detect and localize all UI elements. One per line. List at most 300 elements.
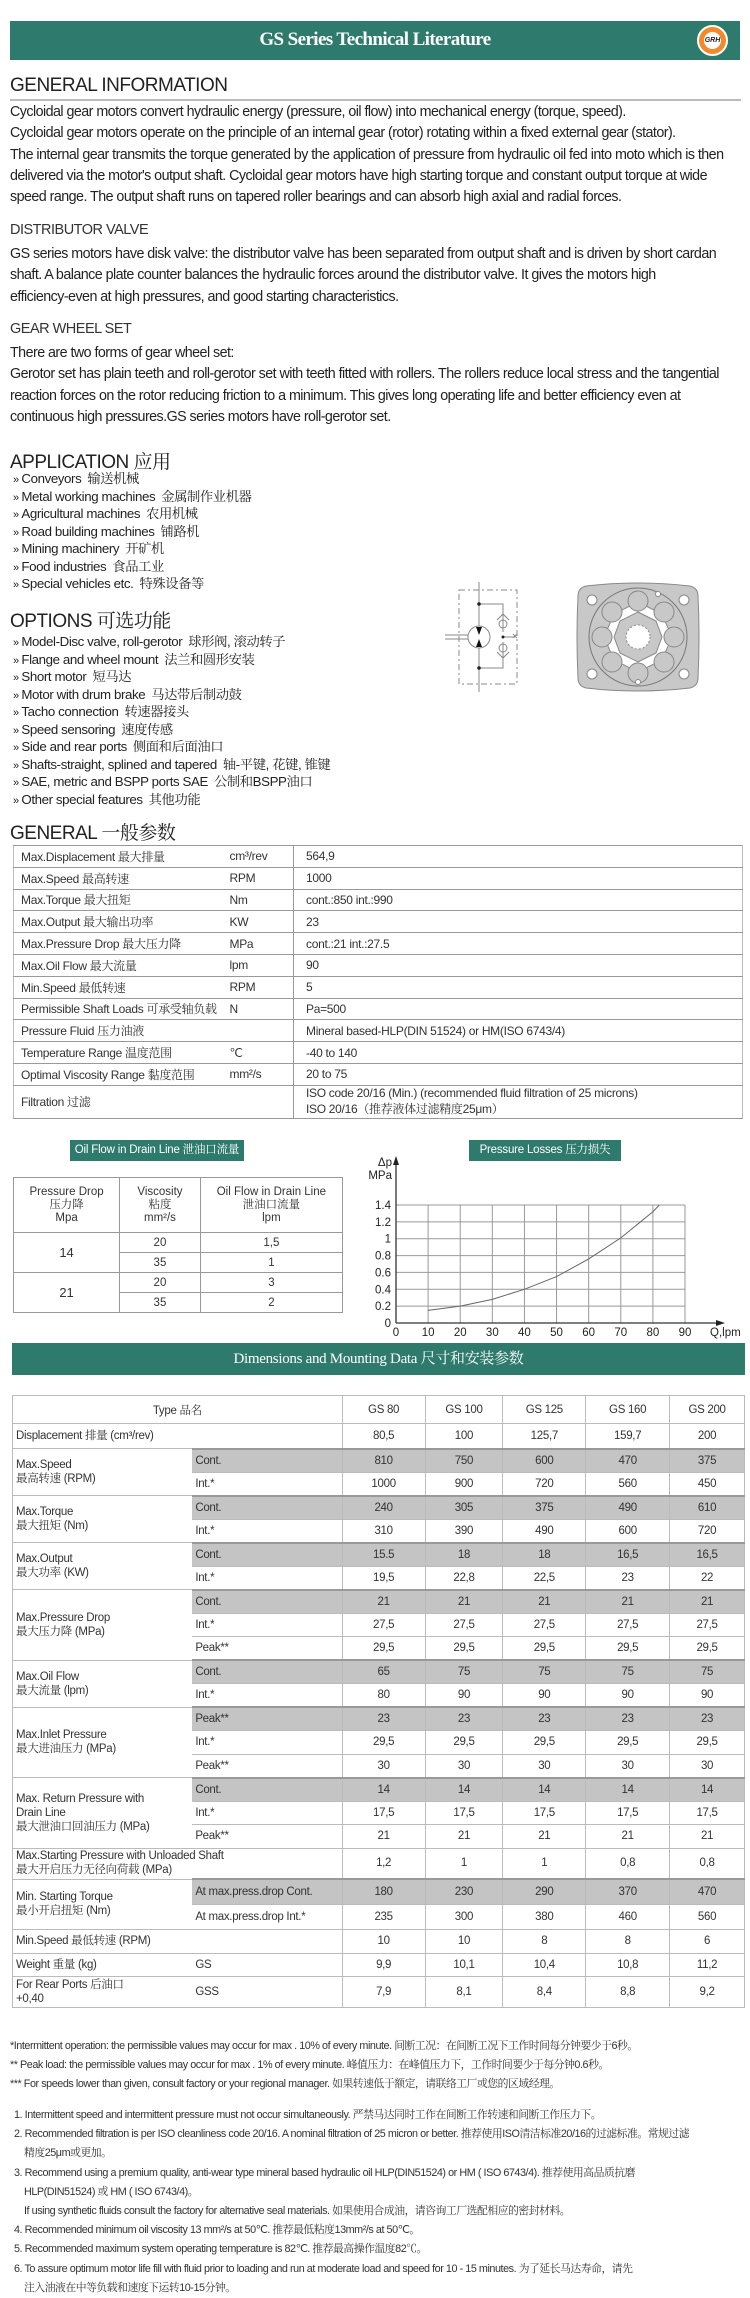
label-line: +0,40	[16, 1992, 192, 2006]
value-cell: 29,5	[670, 1637, 745, 1661]
value-cell: 27,5	[342, 1613, 425, 1637]
item-label-zh: 食品工业	[112, 559, 164, 574]
options-list	[13, 634, 330, 809]
table-row	[13, 1660, 745, 1684]
label-line: 最大进油压力 (MPa)	[16, 1742, 192, 1756]
item-label-en: Short motor	[21, 669, 86, 684]
options-item	[13, 739, 330, 757]
sub-label: Int.*	[192, 1472, 342, 1496]
value-cell: 370	[586, 1879, 670, 1904]
sub-label: Cont.	[192, 1543, 342, 1567]
item-label-en: Flange and wheel mount	[21, 652, 158, 667]
param-value	[294, 933, 743, 955]
type-header: Type 品名	[13, 1396, 343, 1424]
text-line: efficiency-even at high pressures, and good starting characteristics.	[10, 287, 745, 308]
value-cell: 30	[670, 1754, 745, 1778]
param-value	[294, 1042, 743, 1064]
row-label	[13, 1449, 193, 1496]
value-cell: 0,8	[670, 1848, 745, 1879]
item-label-zh: 其他功能	[149, 792, 201, 807]
table-row	[14, 1042, 743, 1064]
value-cell: 65	[342, 1660, 425, 1684]
value-cell: 23	[503, 1707, 586, 1731]
item-label-en: Tacho connection	[21, 704, 118, 719]
param-unit: N	[230, 998, 294, 1020]
label-line: Max.Torque	[16, 1505, 192, 1519]
table-row	[14, 976, 743, 998]
item-label-en: Shafts-straight, splined and tapered	[21, 757, 217, 772]
general-info-heading: GENERAL INFORMATION	[10, 75, 227, 97]
label-line: 最大功率 (KW)	[16, 1566, 192, 1580]
value-cell: 29,5	[342, 1637, 425, 1661]
logo-text: GRH	[704, 32, 721, 49]
value-cell: 310	[342, 1519, 425, 1543]
application-item	[13, 471, 252, 489]
pressure-loss-curve	[428, 1205, 659, 1310]
param-unit: mm²/s	[230, 1063, 294, 1085]
item-label-zh: 输送机械	[87, 471, 139, 486]
value-cell: 14	[425, 1778, 503, 1802]
value-cell: 23	[586, 1566, 670, 1590]
value-cell: 14	[342, 1778, 425, 1802]
text-line: There are two forms of gear wheel set:	[10, 343, 745, 364]
value-cell: 29,5	[670, 1731, 745, 1755]
value-cell: 29,5	[586, 1731, 670, 1755]
param-unit: RPM	[230, 867, 294, 889]
param-label: Min.Speed 最低转速	[14, 976, 230, 998]
y-tick-label: 1.2	[375, 1217, 391, 1229]
x-tick-label: 50	[550, 1327, 563, 1339]
param-label: Max.Output 最大输出功率	[14, 911, 230, 933]
value-cell: 18	[425, 1543, 503, 1567]
text-line: Gerotor set has plain teeth and roll-gerotor set with teeth fitted with rollers. The rollers reduce local stress and the tangential	[10, 364, 745, 385]
value-cell: 450	[670, 1472, 745, 1496]
param-value	[294, 846, 743, 868]
text-line: continuous high pressures.GS series motors have roll-gerotor set.	[10, 407, 745, 428]
value-cell: 490	[586, 1496, 670, 1520]
note: If using synthetic fluids consult the factory for alternative seal materials. 如果使用合成油，请咨询工厂选配相应的密封材料。	[14, 2202, 744, 2221]
value-cell: 23	[342, 1707, 425, 1731]
value-cell: 10	[425, 1929, 503, 1953]
header-bar	[10, 21, 740, 60]
value-cell: 305	[425, 1496, 503, 1520]
table-row	[14, 1063, 743, 1085]
value-cell: 23	[425, 1707, 503, 1731]
general-params-table	[13, 845, 743, 1119]
header-line: mm²/s	[120, 1212, 200, 1225]
item-label-zh: 轴-平键, 花键, 锥键	[223, 757, 330, 772]
param-unit: Nm	[230, 889, 294, 911]
param-label: Pressure Fluid 压力油液	[14, 1020, 230, 1042]
section-divider	[10, 99, 741, 101]
sub-label: Cont.	[192, 1449, 342, 1473]
value-cell: 23	[586, 1707, 670, 1731]
table-row	[13, 1590, 745, 1614]
viscosity-cell: 35	[120, 1253, 201, 1273]
value-cell: 240	[342, 1496, 425, 1520]
table-row	[14, 954, 743, 976]
header-line: Pressure Drop	[14, 1186, 119, 1199]
sub-label: Peak**	[192, 1754, 342, 1778]
text-line: speed range. The output shaft runs on tapered roller bearings and can absorb high axial and radial forces.	[10, 187, 745, 208]
application-item	[13, 506, 252, 524]
dimensions-title-bar: Dimensions and Mounting Data 尺寸和安装参数	[12, 1343, 745, 1375]
header-line: 粘度	[120, 1199, 200, 1212]
value-cell: 29,5	[425, 1731, 503, 1755]
item-label-zh: 球形阀, 滚动转子	[188, 634, 285, 649]
item-label-zh: 法兰和圆形安装	[164, 652, 254, 667]
param-unit	[230, 1020, 294, 1042]
column-header	[14, 1178, 120, 1233]
param-label: Max.Oil Flow 最大流量	[14, 954, 230, 976]
sub-label: Cont.	[192, 1590, 342, 1614]
table-row	[14, 911, 743, 933]
viscosity-cell: 20	[120, 1273, 201, 1293]
page-title: GS Series Technical Literature	[10, 29, 740, 51]
value-cell: 21	[670, 1825, 745, 1849]
options-item	[13, 687, 330, 705]
param-unit: lpm	[230, 954, 294, 976]
value-cell: 16,5	[586, 1543, 670, 1567]
value-cell: 17,5	[670, 1801, 745, 1825]
value-cell: 75	[503, 1660, 586, 1684]
item-label-en: SAE, metric and BSPP ports SAE	[21, 774, 208, 789]
note: 3. Recommend using a premium quality, anti-wear type mineral based hydraulic oil HLP(DIN51524) or HM ( ISO 6743/4). 推荐使用高品质抗磨	[14, 2164, 744, 2183]
value-cell: 750	[425, 1449, 503, 1473]
value-cell: 30	[586, 1754, 670, 1778]
flow-cell: 1,5	[200, 1233, 342, 1253]
x-tick-label: 40	[518, 1327, 531, 1339]
sub-label: GSS	[192, 1977, 342, 2008]
value-cell: 560	[670, 1904, 745, 1929]
label-line: 最大泄油口回油压力 (MPa)	[16, 1820, 192, 1834]
x-tick-label: 90	[679, 1327, 692, 1339]
model-header: GS 160	[586, 1396, 670, 1424]
value-cell: 10	[342, 1929, 425, 1953]
distributor-valve-text	[10, 244, 745, 308]
value-cell: 27,5	[425, 1613, 503, 1637]
sub-label: Peak**	[192, 1637, 342, 1661]
item-label-zh: 农用机械	[146, 506, 198, 521]
header-line: Viscosity	[120, 1186, 200, 1199]
value-cell: 17,5	[425, 1801, 503, 1825]
value-cell: 159,7	[586, 1424, 670, 1449]
value-cell: 460	[586, 1904, 670, 1929]
flow-cell: 3	[200, 1273, 342, 1293]
value-cell: 8	[503, 1929, 586, 1953]
model-header: GS 80	[342, 1396, 425, 1424]
gear-wheel-set-text	[10, 343, 745, 428]
value-cell: 17,5	[586, 1801, 670, 1825]
value-cell: 9,2	[670, 1977, 745, 2008]
table-row	[13, 1424, 745, 1449]
item-label-zh: 速度传感	[121, 722, 173, 737]
application-item	[13, 541, 252, 559]
value-cell: 29,5	[425, 1637, 503, 1661]
row-label: Displacement 排量 (cm³/rev)	[13, 1424, 343, 1449]
table-row	[14, 933, 743, 955]
table-row	[13, 1778, 745, 1802]
hydraulic-motor-symbol-icon	[445, 582, 525, 692]
row-label	[13, 1977, 193, 2008]
text-line: Cycloidal gear motors operate on the principle of an internal gear (rotor) rotating within a fixed external gear (stator).	[10, 123, 745, 144]
value-text: 5	[306, 980, 735, 994]
value-cell: 27,5	[670, 1613, 745, 1637]
param-label: Max.Pressure Drop 最大压力降	[14, 933, 230, 955]
table-row	[14, 1020, 743, 1042]
header-line: Mpa	[14, 1212, 119, 1225]
label-line: Max. Return Pressure with	[16, 1792, 192, 1806]
model-header: GS 100	[425, 1396, 503, 1424]
value-text: -40 to 140	[306, 1046, 735, 1060]
value-text: 23	[306, 915, 735, 929]
note: 6. To assure optimum motor life fill with fluid prior to loading and run at moderate load and speed for 10 - 15 minutes. 为了延长马达寿命，请先	[14, 2260, 744, 2279]
sub-label: At max.press.drop Cont.	[192, 1879, 342, 1904]
value-cell: 30	[342, 1754, 425, 1778]
pressure-losses-chart	[355, 1155, 750, 1330]
table-row	[14, 998, 743, 1020]
value-cell: 8,4	[503, 1977, 586, 2008]
options-item	[13, 704, 330, 722]
item-label-zh: 开矿机	[125, 541, 164, 556]
item-label-zh: 公制和BSPP油口	[214, 774, 312, 789]
value-cell: 27,5	[503, 1613, 586, 1637]
row-label	[13, 1879, 193, 1929]
value-cell: 9,9	[342, 1953, 425, 1977]
item-label-en: Motor with drum brake	[21, 687, 145, 702]
footnote: ** Peak load: the permissible values may occur for max . 1% of every minute. 峰值压力：在峰值压力下，工作时间要少于每分钟0.6秒。	[10, 2058, 609, 2072]
y-tick-label: 0.4	[375, 1284, 392, 1296]
param-label: Filtration 过滤	[14, 1085, 230, 1118]
y-tick-label: 0.8	[375, 1251, 391, 1263]
item-label-en: Food industries	[21, 559, 106, 574]
value-cell: 16,5	[670, 1543, 745, 1567]
table-row	[14, 1273, 343, 1293]
value-cell: 14	[503, 1778, 586, 1802]
param-unit: RPM	[230, 976, 294, 998]
x-tick-label: 0	[393, 1327, 399, 1339]
label-line: Min. Starting Torque	[16, 1890, 192, 1904]
value-cell: 22,5	[503, 1566, 586, 1590]
table-row	[13, 1496, 745, 1520]
general-info-text	[10, 102, 745, 208]
x-tick-label: 10	[422, 1327, 435, 1339]
value-cell: 1	[503, 1848, 586, 1879]
viscosity-cell: 35	[120, 1293, 201, 1313]
label-line: Drain Line	[16, 1806, 192, 1820]
param-value	[294, 911, 743, 933]
item-label-zh: 转速器接头	[124, 704, 188, 719]
text-line: The internal gear transmits the torque generated by the application of pressure from hydraulic oil fed into moto which is then	[10, 145, 745, 166]
table-row	[13, 1929, 745, 1953]
item-label-zh: 铺路机	[161, 524, 200, 539]
value-cell: 23	[670, 1707, 745, 1731]
gerotor-plate-icon	[576, 580, 700, 694]
sub-label: Int.*	[192, 1801, 342, 1825]
value-cell: 230	[425, 1879, 503, 1904]
item-label-en: Mining machinery	[21, 541, 119, 556]
row-label	[13, 1848, 343, 1879]
y-tick-label: 0.2	[375, 1301, 391, 1313]
item-label-en: Side and rear ports	[21, 739, 127, 754]
item-label-zh: 金属制作业机器	[161, 489, 251, 504]
general-heading: GENERAL 一般参数	[10, 818, 175, 845]
value-cell: 75	[670, 1660, 745, 1684]
value-cell: 900	[425, 1472, 503, 1496]
value-cell: 29,5	[503, 1637, 586, 1661]
value-cell: 29,5	[503, 1731, 586, 1755]
value-cell: 17,5	[342, 1801, 425, 1825]
value-cell: 200	[670, 1424, 745, 1449]
flow-cell: 1	[200, 1253, 342, 1273]
pressure-cell: 14	[14, 1233, 120, 1273]
item-label-zh: 马达带后制动鼓	[151, 687, 241, 702]
value-cell: 0,8	[586, 1848, 670, 1879]
param-label: Max.Torque 最大扭矩	[14, 889, 230, 911]
value-cell: 1	[425, 1848, 503, 1879]
table-row	[14, 867, 743, 889]
param-unit: cm³/rev	[230, 846, 294, 868]
value-cell: 21	[425, 1590, 503, 1614]
x-axis-label: Q,lpm	[710, 1327, 741, 1339]
item-label-en: Road building machines	[21, 524, 154, 539]
row-label: Min.Speed 最低转速 (RPM)	[13, 1929, 343, 1953]
item-label-en: Speed sensoring	[21, 722, 115, 737]
application-item	[13, 559, 252, 577]
sub-label: Peak**	[192, 1825, 342, 1849]
distributor-valve-heading: DISTRIBUTOR VALVE	[10, 222, 148, 238]
value-cell: 300	[425, 1904, 503, 1929]
y-axis-arrow-icon	[393, 1156, 399, 1165]
value-cell: 21	[670, 1590, 745, 1614]
application-item	[13, 489, 252, 507]
param-value	[294, 867, 743, 889]
value-cell: 380	[503, 1904, 586, 1929]
x-tick-label: 80	[646, 1327, 659, 1339]
value-cell: 470	[670, 1879, 745, 1904]
model-header: GS 125	[503, 1396, 586, 1424]
label-line: 最小开启扭矩 (Nm)	[16, 1904, 192, 1918]
value-cell: 22	[670, 1566, 745, 1590]
value-cell: 21	[342, 1590, 425, 1614]
table-row	[13, 1953, 745, 1977]
value-cell: 7,9	[342, 1977, 425, 2008]
value-cell: 610	[670, 1496, 745, 1520]
param-label: Max.Displacement 最大排量	[14, 846, 230, 868]
column-header	[200, 1178, 342, 1233]
pressure-losses-badge: Pressure Losses 压力损失	[469, 1140, 621, 1161]
param-label: Permissible Shaft Loads 可承受轴负载	[14, 998, 230, 1020]
param-value	[294, 1085, 743, 1118]
value-cell: 720	[503, 1472, 586, 1496]
notes-list	[14, 2106, 744, 2298]
value-text: cont.:850 int.:990	[306, 893, 735, 907]
value-cell: 720	[670, 1519, 745, 1543]
note: 注入油液在中等负载和速度下运转10-15分钟。	[14, 2279, 744, 2298]
param-unit: ℃	[230, 1042, 294, 1064]
param-value	[294, 1020, 743, 1042]
value-cell: 75	[586, 1660, 670, 1684]
header-line: Oil Flow in Drain Line	[201, 1186, 342, 1199]
sub-label: Cont.	[192, 1496, 342, 1520]
value-cell: 470	[586, 1449, 670, 1473]
label-line: Max.Inlet Pressure	[16, 1728, 192, 1742]
text-line: delivered via the motor's output shaft. Cycloidal gear motors have high starting torque and constant output torque at wide	[10, 166, 745, 187]
label-line: 最高转速 (RPM)	[16, 1472, 192, 1486]
viscosity-cell: 20	[120, 1233, 201, 1253]
item-label-en: Model-Disc valve, roll-gerotor	[21, 634, 182, 649]
label-line: Max.Speed	[16, 1458, 192, 1472]
value-cell: 100	[425, 1424, 503, 1449]
item-label-en: Special vehicles etc.	[21, 576, 133, 591]
value-cell: 375	[503, 1496, 586, 1520]
param-value	[294, 1063, 743, 1085]
label-line: 最大开启压力无径向荷载 (MPa)	[16, 1863, 342, 1877]
value-cell: 10,8	[586, 1953, 670, 1977]
header-line: lpm	[201, 1212, 342, 1225]
y-tick-label: 0	[385, 1318, 391, 1330]
options-item	[13, 757, 330, 775]
value-cell: 11,2	[670, 1953, 745, 1977]
value-cell: 8,1	[425, 1977, 503, 2008]
value-cell: 80,5	[342, 1424, 425, 1449]
value-cell: 21	[342, 1825, 425, 1849]
table-header-row	[14, 1178, 343, 1233]
value-cell: 29,5	[586, 1637, 670, 1661]
column-header	[120, 1178, 201, 1233]
sub-label: Int.*	[192, 1519, 342, 1543]
application-item	[13, 576, 252, 594]
value-cell: 27,5	[586, 1613, 670, 1637]
options-item	[13, 774, 330, 792]
note: HLP(DIN51524) 或 HM ( ISO 6743/4)。	[14, 2183, 744, 2202]
value-cell: 560	[586, 1472, 670, 1496]
table-row	[13, 1879, 745, 1904]
value-cell: 29,5	[342, 1731, 425, 1755]
label-line: 最大扭矩 (Nm)	[16, 1519, 192, 1533]
row-label	[13, 1660, 193, 1707]
sub-label: Int.*	[192, 1613, 342, 1637]
sub-label: Cont.	[192, 1778, 342, 1802]
row-label	[13, 1543, 193, 1590]
sub-label: Int.*	[192, 1731, 342, 1755]
value-cell: 75	[425, 1660, 503, 1684]
value-cell: 390	[425, 1519, 503, 1543]
application-heading: APPLICATION 应用	[10, 447, 171, 474]
param-unit: KW	[230, 911, 294, 933]
sub-label: Cont.	[192, 1660, 342, 1684]
value-text: ISO code 20/16 (Min.) (recommended fluid filtration of 25 microns)	[306, 1086, 735, 1100]
value-cell: 90	[586, 1684, 670, 1708]
model-header: GS 200	[670, 1396, 745, 1424]
y-axis-unit: MPa	[368, 1170, 392, 1182]
table-row	[14, 846, 743, 868]
x-tick-label: 60	[582, 1327, 595, 1339]
label-line: Max.Starting Pressure with Unloaded Shaft	[16, 1849, 342, 1863]
value-cell: 8	[586, 1929, 670, 1953]
value-cell: 1000	[342, 1472, 425, 1496]
row-label	[13, 1496, 193, 1543]
table-row	[13, 1848, 745, 1879]
value-cell: 21	[503, 1825, 586, 1849]
table-header-row	[13, 1396, 745, 1424]
options-item	[13, 722, 330, 740]
value-text: cont.:21 int.:27.5	[306, 937, 735, 951]
table-row	[13, 1977, 745, 2008]
item-label-en: Conveyors	[21, 471, 81, 486]
note: 1. Intermittent speed and intermittent pressure must not occur simultaneously. 严禁马达同时工作在间断工作转速和间断工作压力下。	[14, 2106, 744, 2125]
value-cell: 19,5	[342, 1566, 425, 1590]
